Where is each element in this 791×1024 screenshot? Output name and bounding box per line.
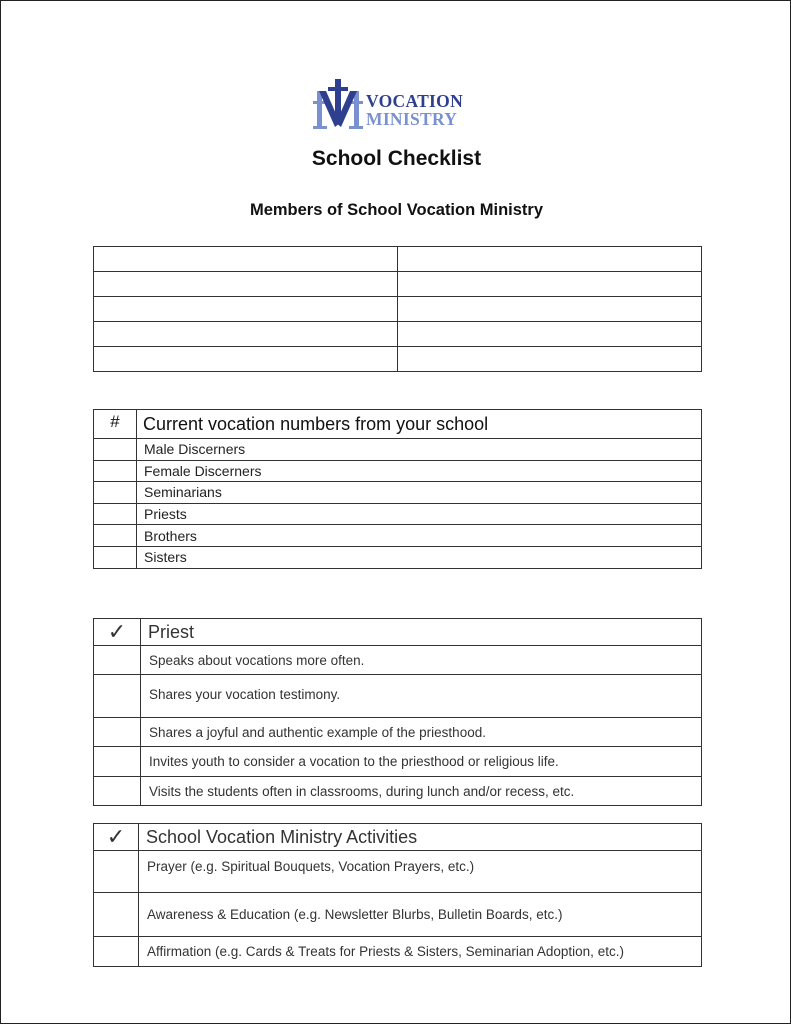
table-row <box>94 272 702 297</box>
checkbox-cell[interactable] <box>94 937 139 967</box>
member-name-cell[interactable] <box>94 347 398 372</box>
count-cell[interactable] <box>94 439 137 461</box>
row-label: Seminarians <box>137 482 702 504</box>
table-header-row <box>94 824 702 851</box>
logo-word-ministry: MINISTRY <box>366 109 458 129</box>
table-row <box>94 322 702 347</box>
member-name-cell[interactable] <box>94 322 398 347</box>
count-cell[interactable] <box>94 460 137 482</box>
numbers-table-header: Current vocation numbers from your school <box>137 410 702 439</box>
checklist-item: Shares your vocation testimony. <box>141 675 702 718</box>
count-cell[interactable] <box>94 503 137 525</box>
checklist-item: Affirmation (e.g. Cards & Treats for Priests & Sisters, Seminarian Adoption, etc.) <box>139 937 702 967</box>
checklist-item: Awareness & Education (e.g. Newsletter Blurbs, Bulletin Boards, etc.) <box>139 893 702 937</box>
member-name-cell[interactable] <box>94 247 398 272</box>
table-header-row <box>94 619 702 646</box>
row-label: Priests <box>137 503 702 525</box>
table-row <box>94 937 702 967</box>
table-row <box>94 851 702 893</box>
checkbox-cell[interactable] <box>94 777 141 806</box>
checklist-item: Invites youth to consider a vocation to the priesthood or religious life. <box>141 747 702 777</box>
members-table <box>93 246 702 372</box>
vocation-ministry-logo <box>313 77 483 133</box>
checklist-item: Shares a joyful and authentic example of the priesthood. <box>141 718 702 747</box>
table-row <box>94 503 702 525</box>
logo-word-vocation: VOCATION <box>366 91 464 111</box>
table-row <box>94 439 702 461</box>
member-role-cell[interactable] <box>398 272 702 297</box>
section-subtitle: Members of School Vocation Ministry <box>249 201 544 219</box>
table-row <box>94 747 702 777</box>
member-role-cell[interactable] <box>398 247 702 272</box>
checkbox-cell[interactable] <box>94 893 139 937</box>
priest-checklist-table <box>93 618 702 806</box>
activities-checklist-table <box>93 823 702 967</box>
table-row <box>94 546 702 568</box>
table-row <box>94 247 702 272</box>
checklist-item: Visits the students often in classrooms, during lunch and/or recess, etc. <box>141 777 702 806</box>
checkbox-cell[interactable] <box>94 646 141 675</box>
member-role-cell[interactable] <box>398 297 702 322</box>
checkbox-cell[interactable] <box>94 675 141 718</box>
checkmark-icon: ✓ <box>94 619 141 646</box>
count-cell[interactable] <box>94 546 137 568</box>
checkbox-cell[interactable] <box>94 747 141 777</box>
table-row <box>94 347 702 372</box>
row-label: Sisters <box>137 546 702 568</box>
number-column-header: # <box>94 410 137 439</box>
vocation-numbers-table <box>93 409 702 569</box>
row-label: Brothers <box>137 525 702 547</box>
table-row <box>94 482 702 504</box>
table-row <box>94 777 702 806</box>
checkmark-icon: ✓ <box>94 824 139 851</box>
table-row <box>94 460 702 482</box>
table-row <box>94 525 702 547</box>
activities-table-header: School Vocation Ministry Activities <box>139 824 702 851</box>
priest-table-header: Priest <box>141 619 702 646</box>
row-label: Male Discerners <box>137 439 702 461</box>
checklist-item: Speaks about vocations more often. <box>141 646 702 675</box>
count-cell[interactable] <box>94 482 137 504</box>
count-cell[interactable] <box>94 525 137 547</box>
table-header-row <box>94 410 702 439</box>
checklist-item: Prayer (e.g. Spiritual Bouquets, Vocation Prayers, etc.) <box>139 851 702 893</box>
table-row <box>94 675 702 718</box>
member-role-cell[interactable] <box>398 347 702 372</box>
table-row <box>94 297 702 322</box>
cross-m-monogram-icon <box>313 77 367 133</box>
member-name-cell[interactable] <box>94 272 398 297</box>
table-row <box>94 718 702 747</box>
member-role-cell[interactable] <box>398 322 702 347</box>
table-row <box>94 893 702 937</box>
page-title: School Checklist <box>311 147 482 170</box>
checkbox-cell[interactable] <box>94 851 139 893</box>
table-row <box>94 646 702 675</box>
member-name-cell[interactable] <box>94 297 398 322</box>
checkbox-cell[interactable] <box>94 718 141 747</box>
row-label: Female Discerners <box>137 460 702 482</box>
